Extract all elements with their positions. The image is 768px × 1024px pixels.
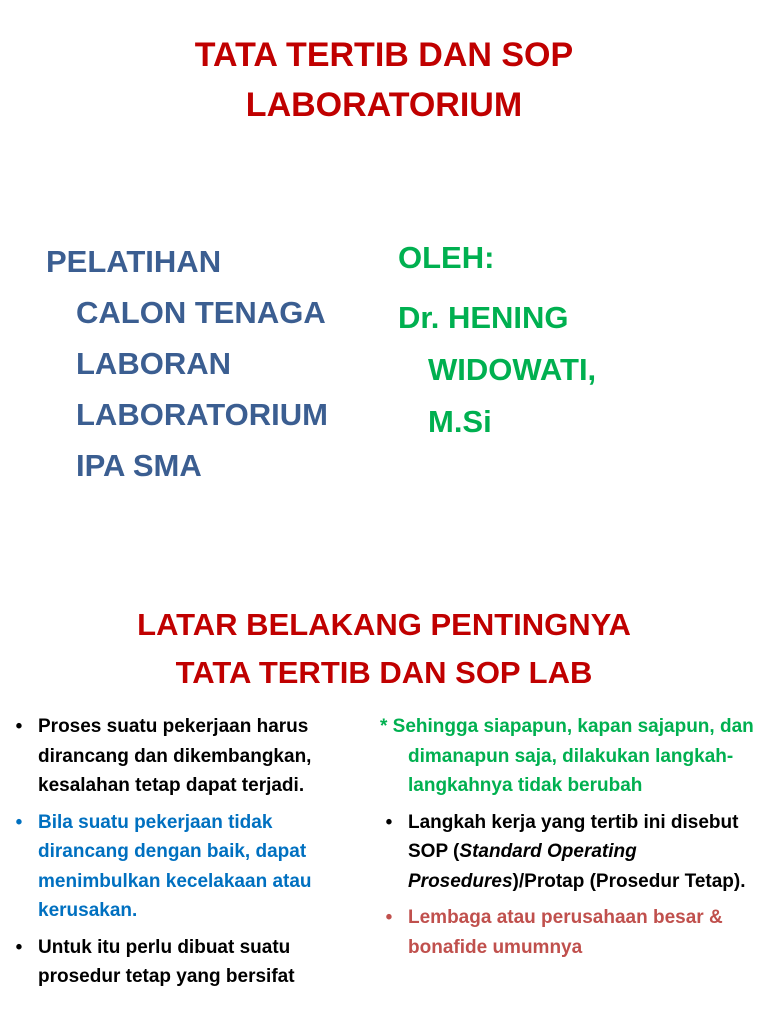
sop-text-part-1: Langkah kerja yang tertib ini disebut SOP (: [408, 811, 739, 862]
training-line-1: PELATIHAN: [46, 244, 222, 279]
bullet-icon: •: [385, 811, 393, 833]
author-line-3: M.Si: [428, 404, 492, 439]
training-line-3: LABORAN: [76, 346, 231, 381]
left-bullet-list: [8, 712, 366, 999]
list-item-text: Lembaga atau perusahaan besar & bonafide umumnya: [408, 907, 723, 958]
author-line-2: WIDOWATI,: [428, 352, 597, 387]
author-block: [398, 232, 758, 448]
training-description: [46, 236, 386, 491]
slide2-title-line-1: LATAR BELAKANG PENTINGNYA: [137, 607, 631, 642]
training-line-2: CALON TENAGA: [76, 295, 326, 330]
list-item-text: Bila suatu pekerjaan tidak dirancang dengan baik, dapat menimbulkan kecelakaan atau kerusakan.: [38, 811, 312, 921]
slide-background: [0, 577, 768, 1024]
list-item-text: * Sehingga siapapun, kapan sajapun, dan dimanapun saja, dilakukan langkah-langkahnya tidak berubah: [380, 716, 754, 796]
list-item: [378, 808, 764, 897]
list-item-text: Proses suatu pekerjaan harus dirancang dan dikembangkan, kesalahan tetap dapat terjadi.: [38, 716, 312, 796]
list-item: [8, 933, 366, 992]
bullet-icon: •: [15, 716, 23, 737]
training-line-5: IPA SMA: [76, 448, 202, 483]
title-line-1: TATA TERTIB DAN SOP: [194, 36, 574, 74]
list-item: [378, 712, 764, 801]
list-item-text: Untuk itu perlu dibuat suatu prosedur tetap yang bersifat: [38, 936, 295, 987]
title-line-2: LABORATORIUM: [245, 86, 523, 124]
author-by-label: OLEH:: [398, 240, 495, 275]
author-line-1: Dr. HENING: [398, 300, 569, 335]
sop-italic-term: Standard Operating Prosedures: [408, 841, 637, 892]
bullet-icon: •: [15, 936, 23, 958]
list-item: [378, 903, 764, 962]
list-item: [8, 808, 366, 926]
list-item: [8, 712, 366, 801]
right-bullet-list: [378, 712, 764, 969]
bullet-icon: •: [15, 811, 23, 833]
slide-title-heading: [0, 30, 768, 130]
bullet-icon: •: [385, 907, 393, 928]
slide2-title-heading: [0, 601, 768, 697]
sop-text-part-2: )/Protap (Prosedur Tetap).: [512, 870, 746, 892]
list-item-text: [408, 808, 764, 897]
training-line-4: LABORATORIUM: [76, 397, 328, 432]
slide2-title-line-2: TATA TERTIB DAN SOP LAB: [175, 655, 593, 690]
